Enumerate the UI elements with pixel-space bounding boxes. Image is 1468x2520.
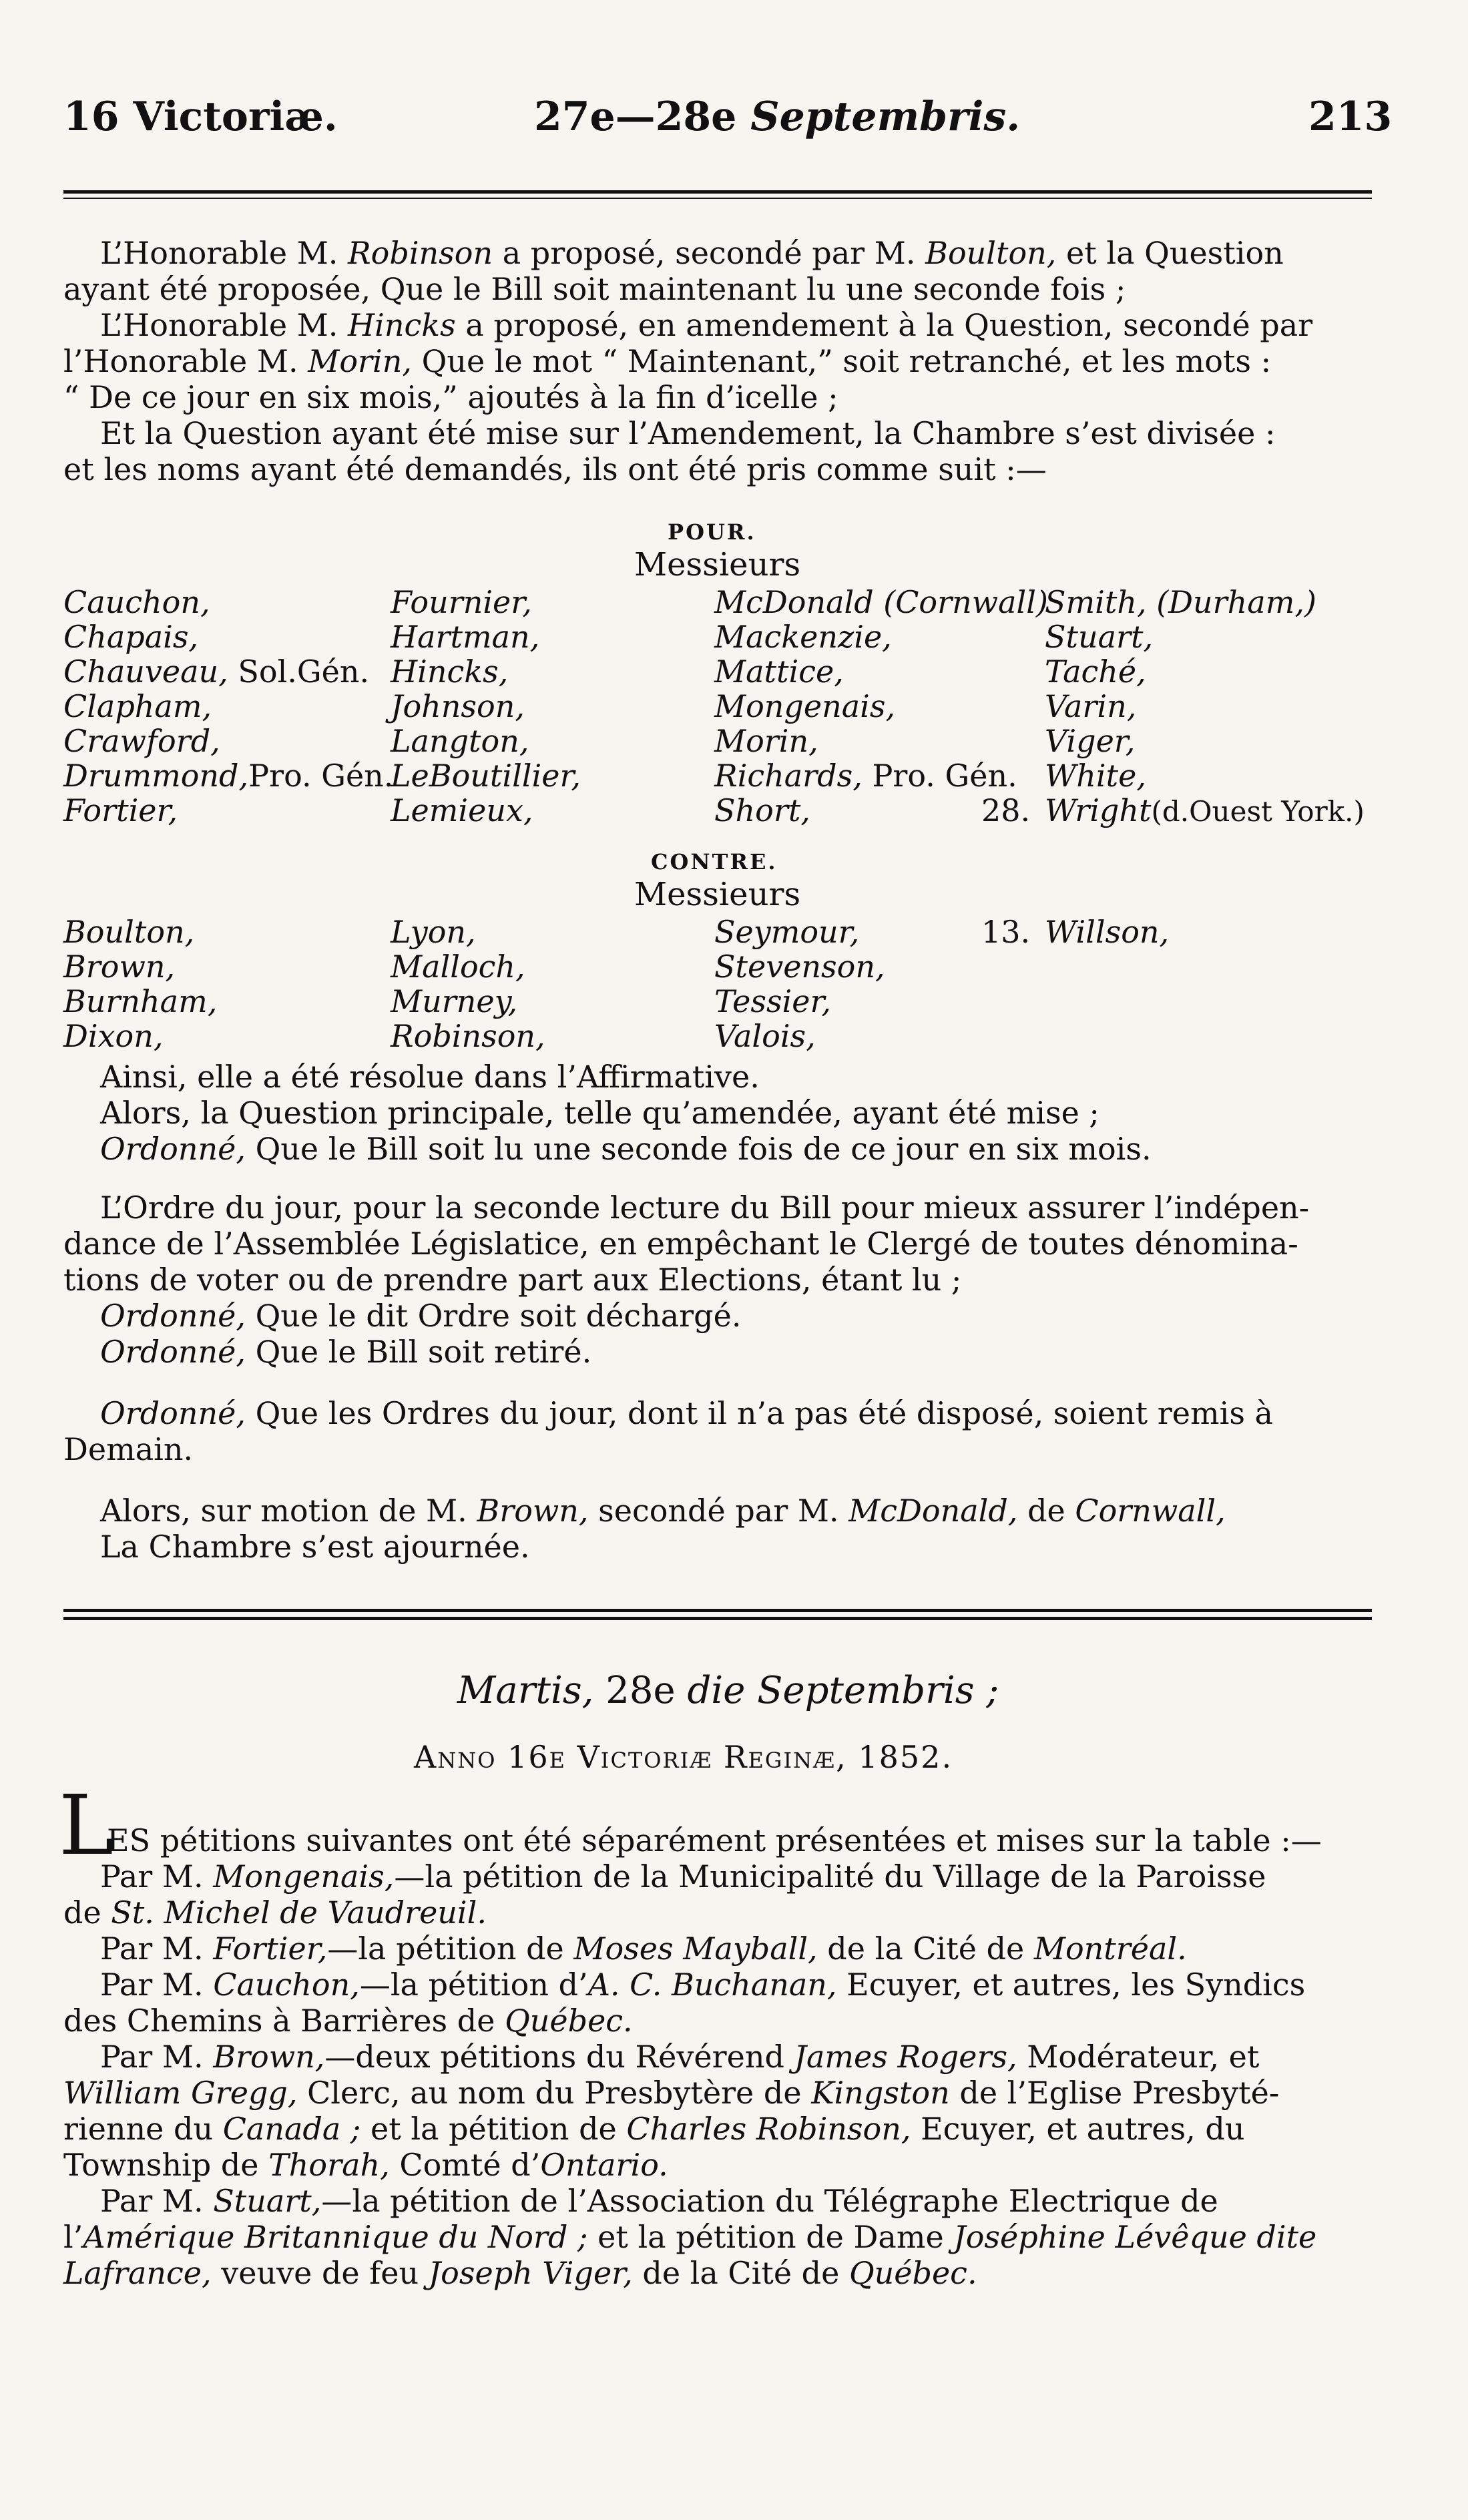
section-rule-second xyxy=(63,1617,1372,1620)
anno-line: Anno 16e Victoriæ Reginæ, 1852. xyxy=(414,1739,953,1775)
vote-pour-messieurs: Messieurs xyxy=(634,546,801,583)
header-rule xyxy=(63,190,1372,194)
vote-contre-col3: Seymour, Stevenson, Tessier, Valois, xyxy=(714,914,885,1054)
header-day-numbers: 27e—28e xyxy=(534,93,737,140)
ordres-remis-line: Ordonné, Que les Ordres du jour, dont il n’a pas été disposé, soient remis à xyxy=(100,1395,1273,1431)
adjournment-line: Alors, sur motion de M. Brown, secondé par M. McDonald, de Cornwall, xyxy=(100,1493,1226,1529)
resolution-line: Ainsi, elle a été résolue dans l’Affirmative. xyxy=(100,1059,760,1095)
ordres-remis-line: Demain. xyxy=(63,1431,194,1467)
vote-pour-col3: McDonald (Cornwall) Mackenzie, Mattice, Mongenais, Morin, Richards, Pro. Gén. Short, xyxy=(714,584,1048,828)
petition-line: l’Amérique Britannique du Nord ; et la pétition de Dame Joséphine Lévêque dite xyxy=(63,2219,1317,2255)
petition-line: William Gregg, Clerc, au nom du Presbytère de Kingston de l’Eglise Presbyté- xyxy=(63,2075,1280,2111)
vote-contre-messieurs: Messieurs xyxy=(634,876,801,913)
petition-line: rienne du Canada ; et la pétition de Charles Robinson, Ecuyer, et autres, du xyxy=(63,2111,1245,2147)
ordre-line: tions de voter ou de prendre part aux Elections, étant lu ; xyxy=(63,1262,962,1298)
ordre-line: Ordonné, Que le dit Ordre soit déchargé. xyxy=(100,1298,742,1334)
motion-line: L’Honorable M. Robinson a proposé, secondé par M. Boulton, et la Question xyxy=(100,235,1284,271)
petition-line: Lafrance, veuve de feu Joseph Viger, de la Cité de Québec. xyxy=(63,2255,977,2291)
resolution-line: Alors, la Question principale, telle qu’amendée, ayant été mise ; xyxy=(100,1095,1099,1131)
header-month: Septembris. xyxy=(750,93,1021,140)
petition-line: Par M. Cauchon,—la pétition d’A. C. Buchanan, Ecuyer, et autres, les Syndics xyxy=(100,1967,1306,2003)
ordre-line: L’Ordre du jour, pour la seconde lecture du Bill pour mieux assurer l’indépen- xyxy=(100,1190,1310,1226)
header-date xyxy=(534,93,1020,140)
vote-pour-col2: Fournier, Hartman, Hincks, Johnson, Langton, LeBoutillier, Lemieux, xyxy=(391,584,581,828)
petition-line: Par M. Mongenais,—la pétition de la Municipalité du Village de la Paroisse xyxy=(100,1858,1266,1895)
vote-pour-total: 28. xyxy=(981,792,1031,828)
header-rule-thin xyxy=(63,198,1372,199)
vote-contre-label: CONTRE. xyxy=(651,849,778,874)
petition-line: de St. Michel de Vaudreuil. xyxy=(63,1895,487,1931)
motion-line: et les noms ayant été demandés, ils ont été pris comme suit :— xyxy=(63,451,1047,487)
motion-line: L’Honorable M. Hincks a proposé, en amendement à la Question, secondé par xyxy=(100,307,1313,343)
petition-line: des Chemins à Barrières de Québec. xyxy=(63,2003,633,2039)
dropcap: L xyxy=(59,1778,114,1874)
section-rule xyxy=(63,1609,1372,1612)
petition-line: Par M. Stuart,—la pétition de l’Association du Télégraphe Electrique de xyxy=(100,2183,1218,2219)
resolution-line: Ordonné, Que le Bill soit lu une seconde fois de ce jour en six mois. xyxy=(100,1131,1152,1167)
vote-pour-col4: Smith, (Durham,) Stuart, Taché, Varin, Viger, White, Wright(d.Ouest York.) xyxy=(1045,584,1365,828)
petition-line: Par M. Fortier,—la pétition de Moses Mayball, de la Cité de Montréal. xyxy=(100,1931,1187,1967)
vote-pour-label: POUR. xyxy=(668,519,756,545)
page-number: 213 xyxy=(1308,93,1393,140)
vote-contre-col1: Boulton, Brown, Burnham, Dixon, xyxy=(63,914,218,1054)
header-regnal-year: 16 Victoriæ. xyxy=(63,93,338,140)
vote-contre-col4: Willson, xyxy=(1045,914,1170,950)
ordre-line: Ordonné, Que le Bill soit retiré. xyxy=(100,1334,592,1370)
vote-contre-col2: Lyon, Malloch, Murney, Robinson, xyxy=(391,914,545,1054)
petition-intro: ES pétitions suivantes ont été séparément présentées et mises sur la table :— xyxy=(107,1822,1322,1858)
petition-line: Par M. Brown,—deux pétitions du Révérend James Rogers, Modérateur, et xyxy=(100,2039,1260,2075)
ordre-line: dance de l’Assemblée Législatice, en empêchant le Clergé de toutes dénomina- xyxy=(63,1226,1298,1262)
vote-pour-col1: Cauchon, Chapais, Chauveau, Sol.Gén. Clapham, Crawford, Drummond,Pro. Gén. Fortier, xyxy=(63,584,394,828)
motion-line: “ De ce jour en six mois,” ajoutés à la fin d’icelle ; xyxy=(63,379,838,415)
motion-line: l’Honorable M. Morin, Que le mot “ Maintenant,” soit retranché, et les mots : xyxy=(63,343,1272,379)
motion-line: ayant été proposée, Que le Bill soit maintenant lu une seconde fois ; xyxy=(63,271,1126,307)
vote-contre-total: 13. xyxy=(981,914,1031,950)
petition-line: Township de Thorah, Comté d’Ontario. xyxy=(63,2147,668,2183)
motion-line: Et la Question ayant été mise sur l’Amendement, la Chambre s’est divisée : xyxy=(100,415,1276,451)
session-title: Martis, 28e die Septembris ; xyxy=(457,1669,999,1712)
adjournment-line: La Chambre s’est ajournée. xyxy=(100,1529,530,1565)
